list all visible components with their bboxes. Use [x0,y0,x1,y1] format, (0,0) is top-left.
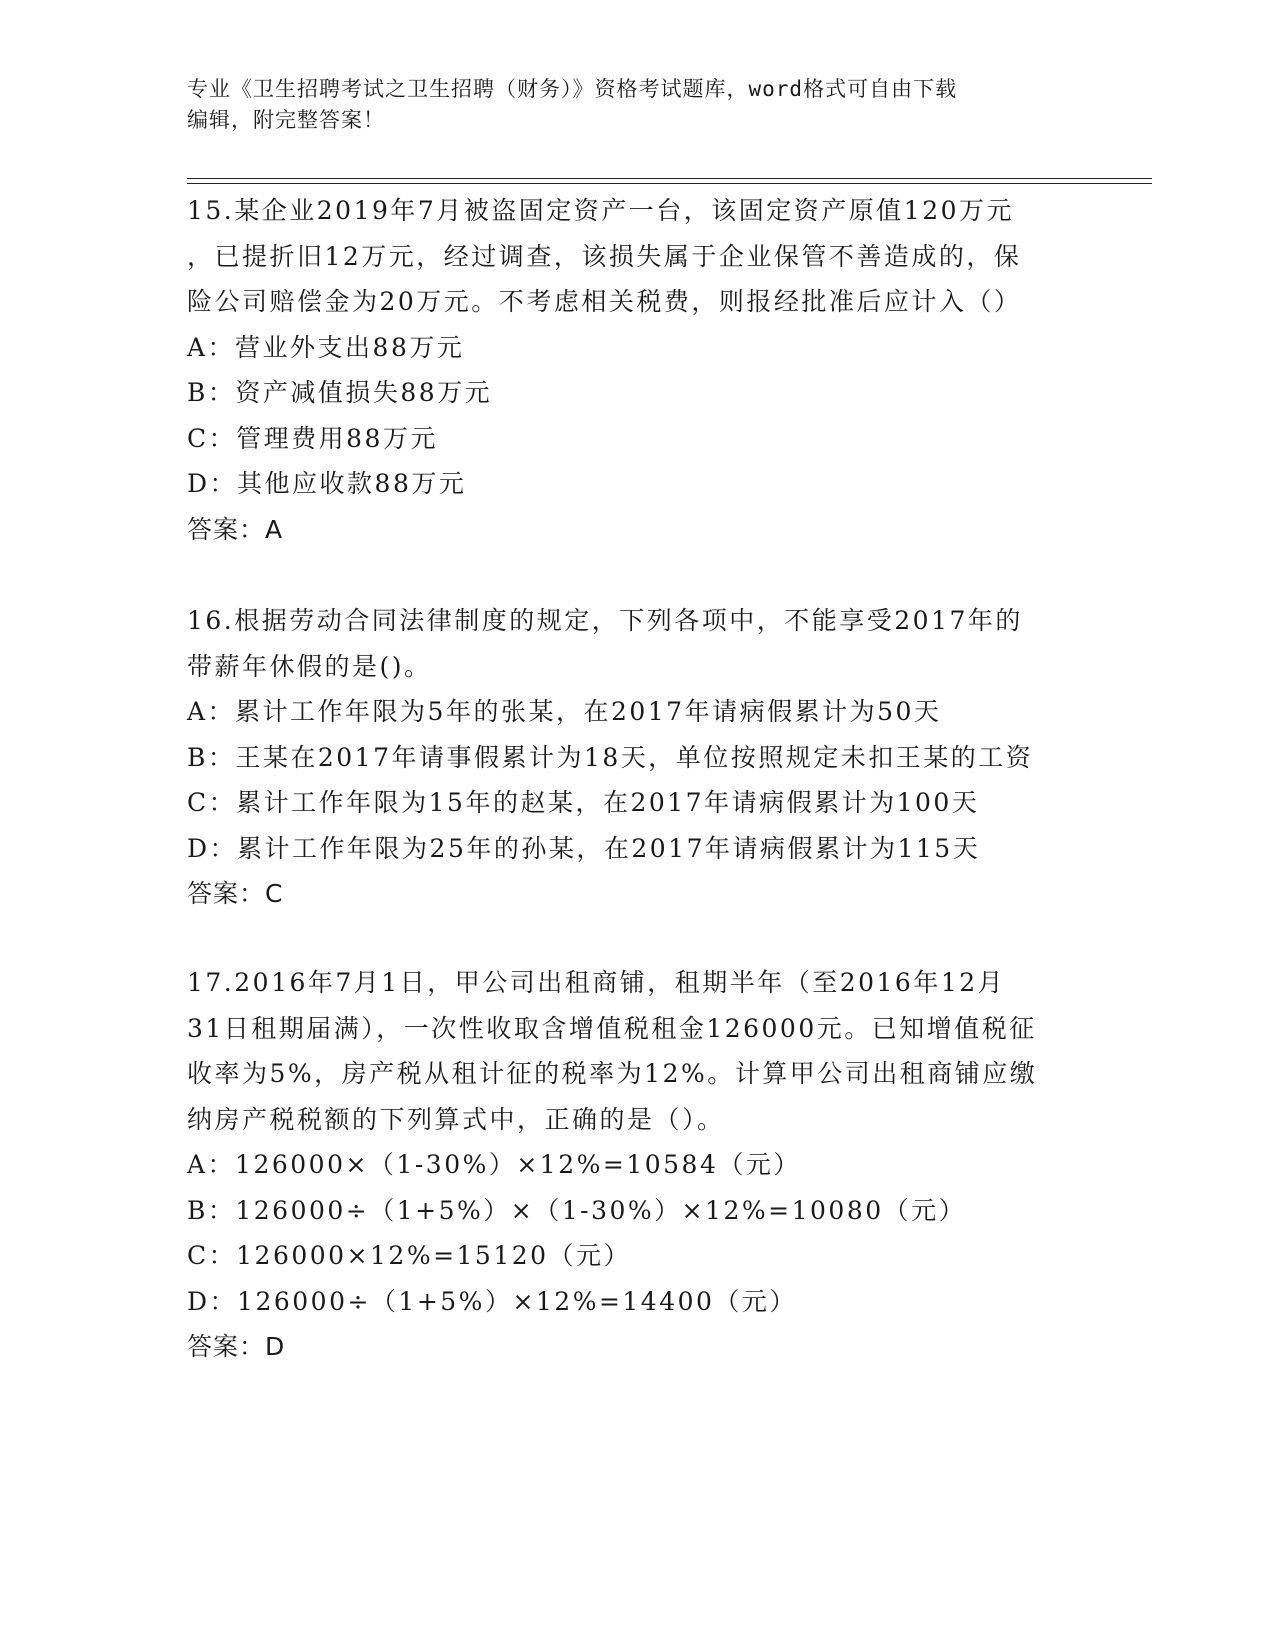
option-d: D：126000÷（1+5%）×12%=14400（元） [187,1286,797,1316]
option-b: B：资产减值损失88万元 [187,378,493,407]
option-a: A：营业外支出88万元 [187,332,465,362]
header-divider-bottom [187,183,1152,184]
stem-line: 16.根据劳动合同法律制度的规定，下列各项中，不能享受2017年的 [187,606,1023,635]
option-d: D：累计工作年限为25年的孙某，在2017年请病假累计为115天 [187,833,981,863]
option-a: A：累计工作年限为5年的张某，在2017年请病假累计为50天 [187,697,942,726]
option-c: C：累计工作年限为15年的赵某，在2017年请病假累计为100天 [187,788,980,817]
stem-line: 带薪年休假的是()。 [187,651,432,681]
stem-line: 15.某企业2019年7月被盗固定资产一台，该固定资产原值120万元 [187,196,1015,225]
stem-line: 31日租期届满），一次性收取含增值税租金126000元。已知增值税征 [187,1013,1037,1043]
question-stem [187,188,1087,325]
question-16 [187,598,1087,917]
header-line-1: 专业《卫生招聘考试之卫生招聘（财务）》资格考试题库，word格式可自由下载 [187,77,958,101]
document-header [187,74,1087,136]
header-line-2: 编辑，附完整答案！ [187,108,385,132]
question-17 [187,960,1087,1370]
question-stem [187,960,1087,1142]
stem-line: 险公司赔偿金为20万元。不考虑相关税费，则报经批准后应计入（） [187,287,1022,316]
option-a: A：126000×（1-30%）×12%=10584（元） [187,1150,801,1179]
stem-line: 17.2016年7月1日，甲公司出租商铺，租期半年（至2016年12月 [187,968,1006,997]
header-divider-top [187,178,1152,179]
option-c: C：126000×12%=15120（元） [187,1241,632,1270]
question-15 [187,188,1087,552]
stem-line: 收率为5%，房产税从租计征的税率为12%。计算甲公司出租商铺应缴 [187,1059,1038,1088]
answer-label: 答案：A [187,514,284,544]
answer-label: 答案：D [187,1332,286,1361]
option-d: D：其他应收款88万元 [187,469,467,498]
option-c: C：管理费用88万元 [187,423,438,453]
answer-label: 答案：C [187,879,284,908]
question-stem [187,598,1087,689]
option-b: B：126000÷（1+5%）×（1-30%）×12%=10080（元） [187,1195,967,1225]
stem-line: 纳房产税税额的下列算式中，正确的是（）。 [187,1104,725,1134]
stem-line: ，已提折旧12万元，经过调查，该损失属于企业保管不善造成的，保 [187,241,1022,271]
option-b: B：王某在2017年请事假累计为18天，单位按照规定未扣王某的工资 [187,742,1034,772]
